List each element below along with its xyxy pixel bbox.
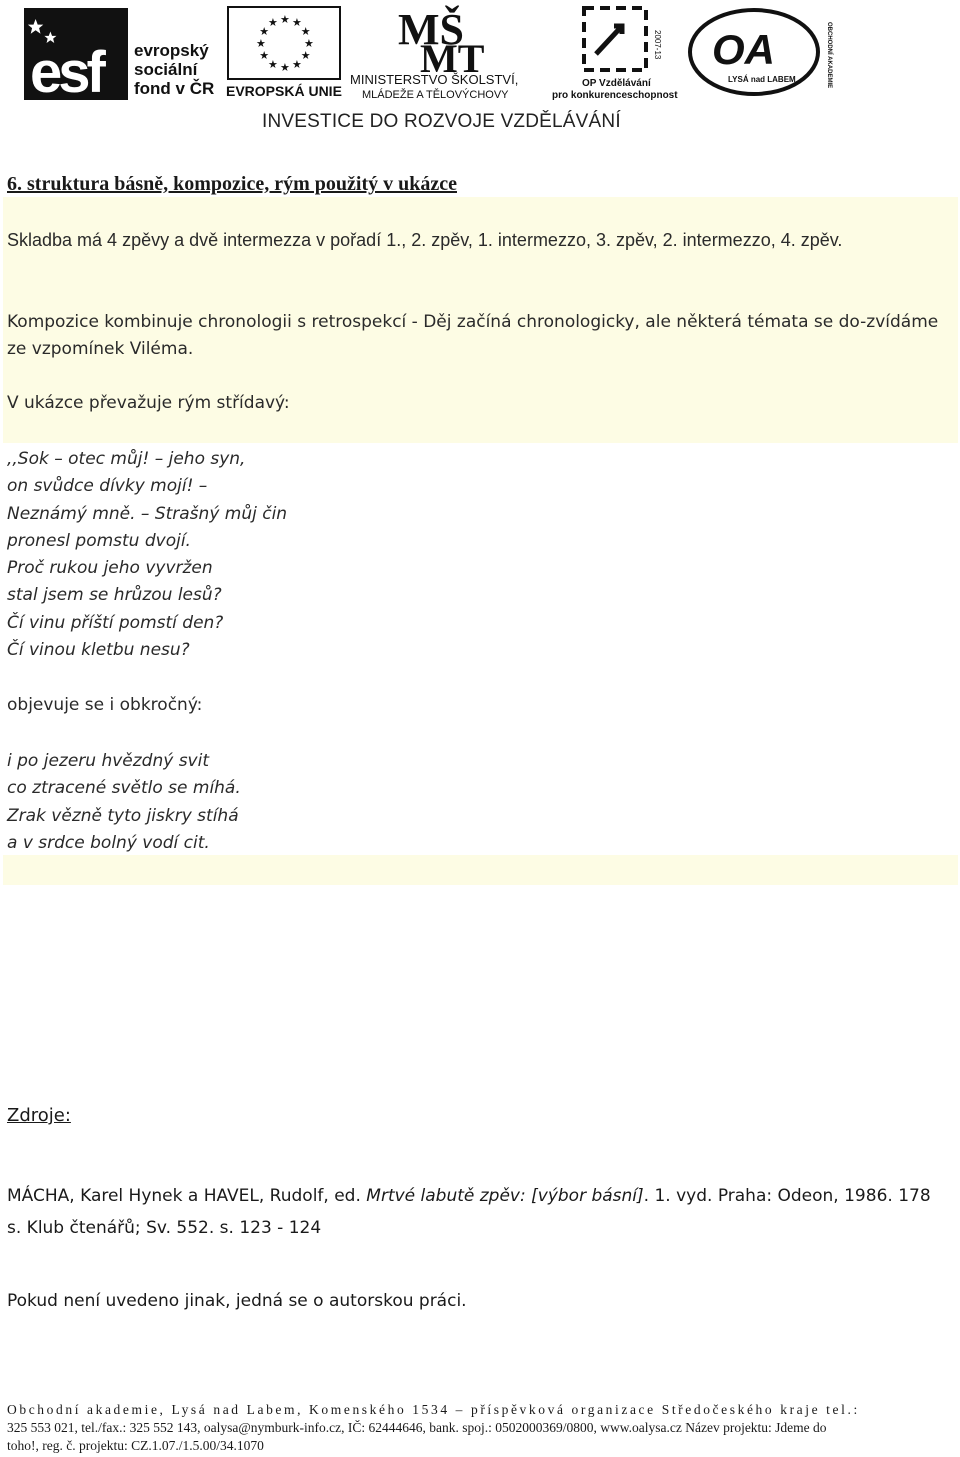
paragraph-composition: Kompozice kombinuje chronologii s retrospekcí - Děj začíná chronologicky, ale některá témata se do-zvídáme ze vzpomínek Viléma.: [7, 312, 939, 359]
oa-logo-label: LYSÁ nad LABEM: [728, 75, 796, 84]
svg-text:OA: OA: [712, 26, 775, 73]
poem-line: Zrak vězně tyto jiskry stíhá: [7, 805, 239, 826]
esf-logo-line1: evropský: [134, 41, 209, 60]
op-logo-line2: pro konkurenceschopnost: [552, 90, 678, 100]
eu-star-icon: ★: [280, 61, 290, 74]
sources-label: Zdroje:: [7, 1105, 71, 1126]
poem-line: Neznámý mně. – Strašný můj čin: [7, 503, 288, 524]
oa-lysa-logo: [688, 6, 848, 98]
op-vzdelavani-logo: [552, 4, 678, 100]
project-tagline: INVESTICE DO ROZVOJE VZDĚLÁVÁNÍ: [262, 111, 621, 132]
paragraph-rhyme-enclosed: objevuje se i obkročný:: [7, 695, 203, 715]
svg-text:esf: esf: [30, 40, 102, 100]
op-logo-year: 2007-13: [653, 30, 662, 60]
eu-logo-label: EVROPSKÁ UNIE: [226, 83, 342, 99]
msmt-logo-line1: MINISTERSTVO ŠKOLSTVÍ,: [350, 72, 519, 87]
poem-line: Čí vinou kletbu nesu?: [7, 640, 190, 661]
svg-text:MT: MT: [420, 36, 485, 81]
eu-star-icon: ★: [304, 37, 314, 50]
citation-start: MÁCHA, Karel Hynek a HAVEL, Rudolf, ed.: [7, 1186, 367, 1206]
poem-line: i po jezeru hvězdný svit: [7, 751, 210, 771]
esf-logo-line2: sociální: [134, 60, 198, 79]
op-logo-line1: OP Vzdělávání: [582, 78, 651, 89]
section-heading: 6. struktura básně, kompozice, rým použitý v ukázce: [7, 173, 457, 195]
esf-logo: [24, 8, 220, 100]
footer-line: 325 553 021, tel./fax.: 325 552 143, oalysa@nymburk-info.cz, IČ: 62444646, bank. spoj.: 0502000369/0800, www.oalysa.cz Název projektu: Jdeme do: [7, 1420, 827, 1435]
eu-star-icon: ★: [292, 57, 302, 71]
eu-star-icon: ★: [256, 37, 266, 50]
logo-header: [0, 0, 960, 140]
citation-title: Mrtvé labutě zpěv: [výbor básní]: [366, 1186, 644, 1206]
eu-star-icon: ★: [268, 57, 278, 71]
footer-line: Obchodní akademie, Lysá nad Labem, Komenského 1534 – příspěvková organizace Středočeského kraje tel.:: [7, 1402, 860, 1417]
eu-star-icon: ★: [259, 25, 270, 38]
poem-line: ,,Sok – otec můj! – jeho syn,: [7, 449, 246, 469]
eu-star-icon: ★: [280, 13, 290, 26]
poem-excerpt-alternating: [7, 446, 287, 664]
eu-star-icon: ★: [292, 16, 302, 30]
eu-star-icon: ★: [300, 25, 311, 38]
poem-line: co ztracené světlo se míhá.: [7, 778, 241, 799]
svg-text:MŠ: MŠ: [398, 5, 464, 54]
esf-logo-line3: fond v ČR: [134, 79, 215, 98]
poem-line: Čí vinu příští pomstí den?: [7, 612, 224, 633]
poem-line: stal jsem se hrůzou lesů?: [7, 585, 222, 606]
poem-line: a v srdce bolný vodí cit.: [7, 832, 210, 853]
paragraph-structure: Skladba má 4 zpěvy a dvě intermezza v pořadí 1., 2. zpěv, 1. intermezzo, 3. zpěv, 2. intermezzo, 4. zpěv.: [7, 230, 843, 250]
msmt-logo: [348, 4, 544, 100]
page-footer: [7, 1401, 955, 1455]
source-citation: [7, 1180, 942, 1244]
eu-star-icon: ★: [300, 49, 311, 62]
poem-line: pronesl pomstu dvojí.: [7, 530, 191, 551]
poem-line: on svůdce dívky mojí! –: [7, 476, 208, 497]
poem-excerpt-enclosed: [7, 748, 241, 857]
citation-end: . 1. vyd. Praha: Odeon, 1986. 178 s. Klub čtenářů; Sv. 552. s. 123 - 124: [7, 1186, 931, 1238]
highlight-band: [3, 855, 958, 885]
footer-line: toho!, reg. č. projektu: CZ.1.07./1.5.00/34.1070: [7, 1438, 264, 1453]
poem-line: Proč rukou jeho vyvržen: [7, 558, 213, 579]
paragraph-rhyme-alternating: V ukázce převažuje rým střídavý:: [7, 393, 290, 413]
eu-star-icon: ★: [268, 16, 278, 30]
eu-flag-logo: [226, 6, 342, 100]
eu-star-icon: ★: [259, 49, 270, 62]
oa-logo-side: OBCHODNÍ AKADEMIE: [826, 22, 832, 89]
msmt-logo-line2: MLÁDEŽE A TĚLOVÝCHOVY: [362, 89, 509, 100]
authorship-note: Pokud není uvedeno jinak, jedná se o autorskou práci.: [7, 1291, 467, 1311]
